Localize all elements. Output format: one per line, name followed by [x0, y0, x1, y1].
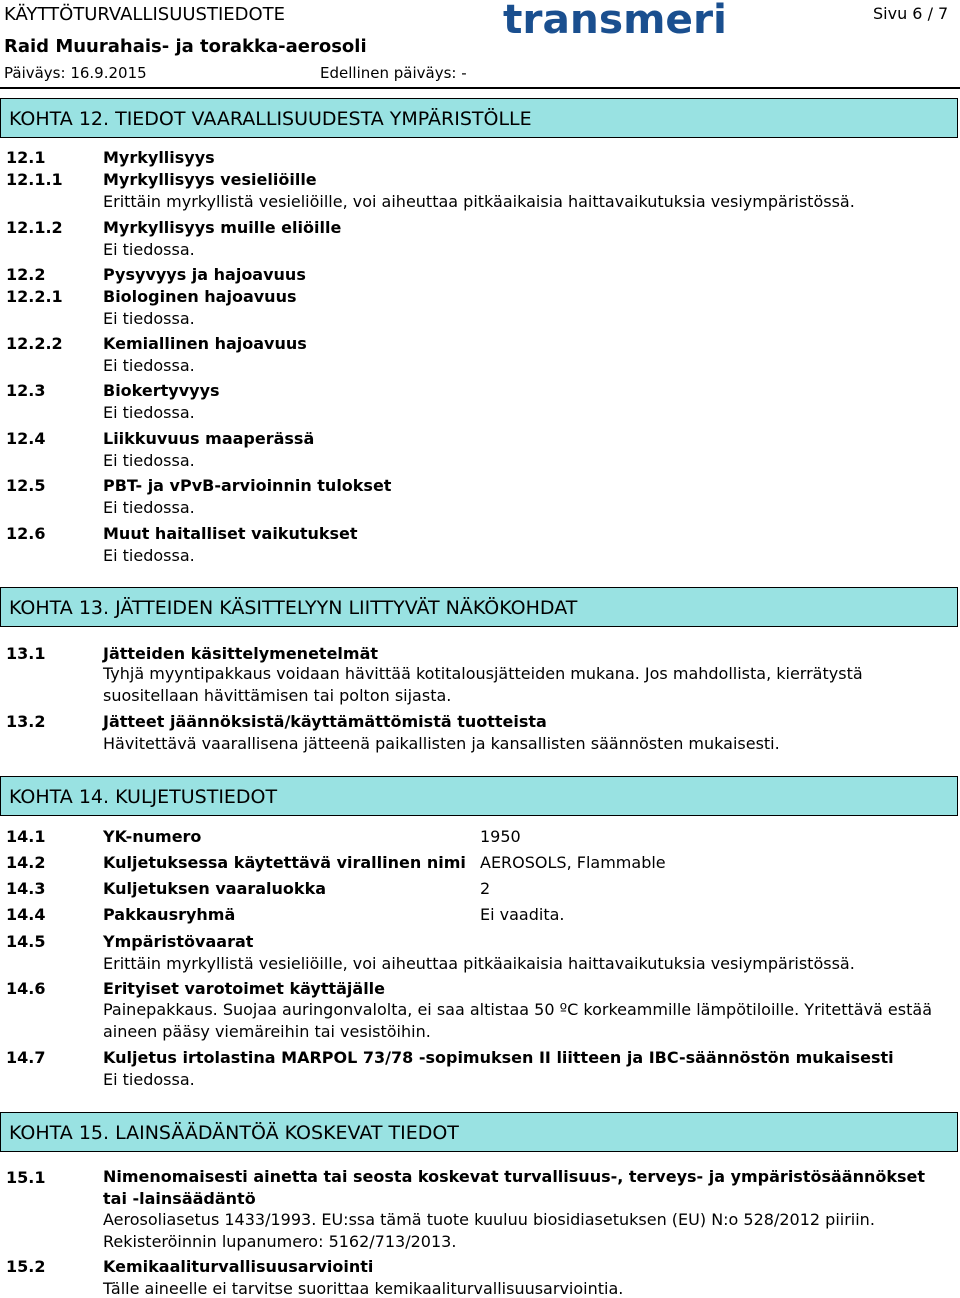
item-number: 12.3: [6, 381, 46, 400]
item-number: 15.1: [6, 1168, 46, 1187]
item-number: 14.2: [6, 853, 46, 872]
issue-date: Päiväys: 16.9.2015: [4, 64, 147, 82]
section-13-heading: KOHTA 13. JÄTTEIDEN KÄSITTELYYN LIITTYVÄT NÄKÖKOHDAT: [0, 587, 958, 627]
item-title: Myrkyllisyys vesieliöille: [103, 170, 317, 189]
item-title: Kuljetus irtolastina MARPOL 73/78 -sopimuksen II liitteen ja IBC-säännöstön mukaisesti: [103, 1048, 894, 1067]
item-number: 12.1.2: [6, 218, 63, 237]
transmeri-logo: [503, 0, 727, 40]
item-number: 14.3: [6, 879, 46, 898]
item-title: Pakkausryhmä: [103, 905, 236, 924]
item-number: 12.1: [6, 148, 46, 167]
item-title: Kuljetuksessa käytettävä virallinen nimi: [103, 853, 466, 872]
item-text: Ei tiedossa.: [103, 546, 195, 565]
item-title: Biologinen hajoavuus: [103, 287, 297, 306]
item-number: 14.4: [6, 905, 46, 924]
previous-date: Edellinen päiväys: -: [320, 64, 467, 82]
item-number: 12.4: [6, 429, 46, 448]
item-value: 2: [480, 879, 491, 898]
item-text: Ei tiedossa.: [103, 1070, 195, 1089]
item-title: PBT- ja vPvB-arvioinnin tulokset: [103, 476, 392, 495]
item-number: 12.2.1: [6, 287, 63, 306]
item-text: Ei tiedossa.: [103, 451, 195, 470]
item-title: Myrkyllisyys muille eliöille: [103, 218, 342, 237]
document-type: KÄYTTÖTURVALLISUUSTIEDOTE: [4, 4, 286, 25]
item-title: Nimenomaisesti ainetta tai seosta koskevat turvallisuus-, terveys- ja ympäristösäännökset tai -lainsäädäntö: [103, 1167, 926, 1208]
item-number: 15.2: [6, 1257, 46, 1276]
item-title: Pysyvyys ja hajoavuus: [103, 265, 306, 284]
item-text: Ei tiedossa.: [103, 498, 195, 517]
item-value: Ei vaadita.: [480, 905, 565, 924]
item-title: Kemikaaliturvallisuusarviointi: [103, 1257, 374, 1276]
item-number: 14.6: [6, 979, 46, 998]
item-number: 14.5: [6, 932, 46, 951]
item-text: Ei tiedossa.: [103, 240, 195, 259]
item-title: Liikkuvuus maaperässä: [103, 429, 315, 448]
item-text: Erittäin myrkyllistä vesieliöille, voi aiheuttaa pitkäaikaisia haittavaikutuksia vesiympäristössä.: [103, 954, 855, 973]
page-number: Sivu 6 / 7: [873, 4, 949, 23]
item-title: Myrkyllisyys: [103, 148, 215, 167]
item-title: Biokertyvyys: [103, 381, 220, 400]
item-text: Erittäin myrkyllistä vesieliöille, voi aiheuttaa pitkäaikaisia haittavaikutuksia vesiympäristössä.: [103, 192, 855, 211]
item-title: Ympäristövaarat: [103, 932, 254, 951]
item-number: 13.1: [6, 644, 46, 663]
item-title: Kemiallinen hajoavuus: [103, 334, 307, 353]
section-15-heading: KOHTA 15. LAINSÄÄDÄNTÖÄ KOSKEVAT TIEDOT: [0, 1112, 958, 1152]
item-number: 14.1: [6, 827, 46, 846]
item-number: 13.2: [6, 712, 46, 731]
item-title: Muut haitalliset vaikutukset: [103, 524, 358, 543]
item-text: Tälle aineelle ei tarvitse suorittaa kemikaaliturvallisuusarviointia.: [103, 1279, 624, 1298]
item-text: Ei tiedossa.: [103, 356, 195, 375]
item-number: 12.6: [6, 524, 46, 543]
item-text: Ei tiedossa.: [103, 403, 195, 422]
item-title: Erityiset varotoimet käyttäjälle: [103, 979, 386, 998]
header-divider: [0, 87, 960, 89]
item-title: Jätteiden käsittelymenetelmät: [103, 644, 379, 663]
section-12-heading: KOHTA 12. TIEDOT VAARALLISUUDESTA YMPÄRISTÖLLE: [0, 98, 958, 138]
item-value: AEROSOLS, Flammable: [480, 853, 666, 872]
item-text: Painepakkaus. Suojaa auringonvalolta, ei saa altistaa 50 ºC korkeammille lämpötiloille. Yritettävä estää aineen pääsy viemäreihin tai vesistöihin.: [103, 1000, 932, 1041]
item-title: Kuljetuksen vaaraluokka: [103, 879, 326, 898]
item-text: Aerosoliasetus 1433/1993. EU:ssa tämä tuote kuuluu biosidiasetuksen (EU) N:o 528/2012 piiriin. Rekisteröinnin lupanumero: 5162/713/2013.: [103, 1210, 875, 1251]
item-number: 12.1.1: [6, 170, 63, 189]
item-title: Jätteet jäännöksistä/käyttämättömistä tuotteista: [103, 712, 547, 731]
item-number: 12.2: [6, 265, 46, 284]
section-14-heading: KOHTA 14. KULJETUSTIEDOT: [0, 776, 958, 816]
logo-text: transmeri: [503, 0, 727, 40]
item-value: 1950: [480, 827, 521, 846]
item-text: Tyhjä myyntipakkaus voidaan hävittää kotitalousjätteiden mukana. Jos mahdollista, kierrätystä suositellaan hävittämisen tai polton sijasta.: [103, 664, 863, 705]
item-number: 14.7: [6, 1048, 46, 1067]
item-number: 12.5: [6, 476, 46, 495]
item-number: 12.2.2: [6, 334, 63, 353]
item-text: Hävitettävä vaarallisena jätteenä paikallisten ja kansallisten säännösten mukaisesti.: [103, 734, 780, 753]
item-text: Ei tiedossa.: [103, 309, 195, 328]
product-name: Raid Muurahais- ja torakka-aerosoli: [4, 36, 367, 57]
item-title: YK-numero: [103, 827, 202, 846]
